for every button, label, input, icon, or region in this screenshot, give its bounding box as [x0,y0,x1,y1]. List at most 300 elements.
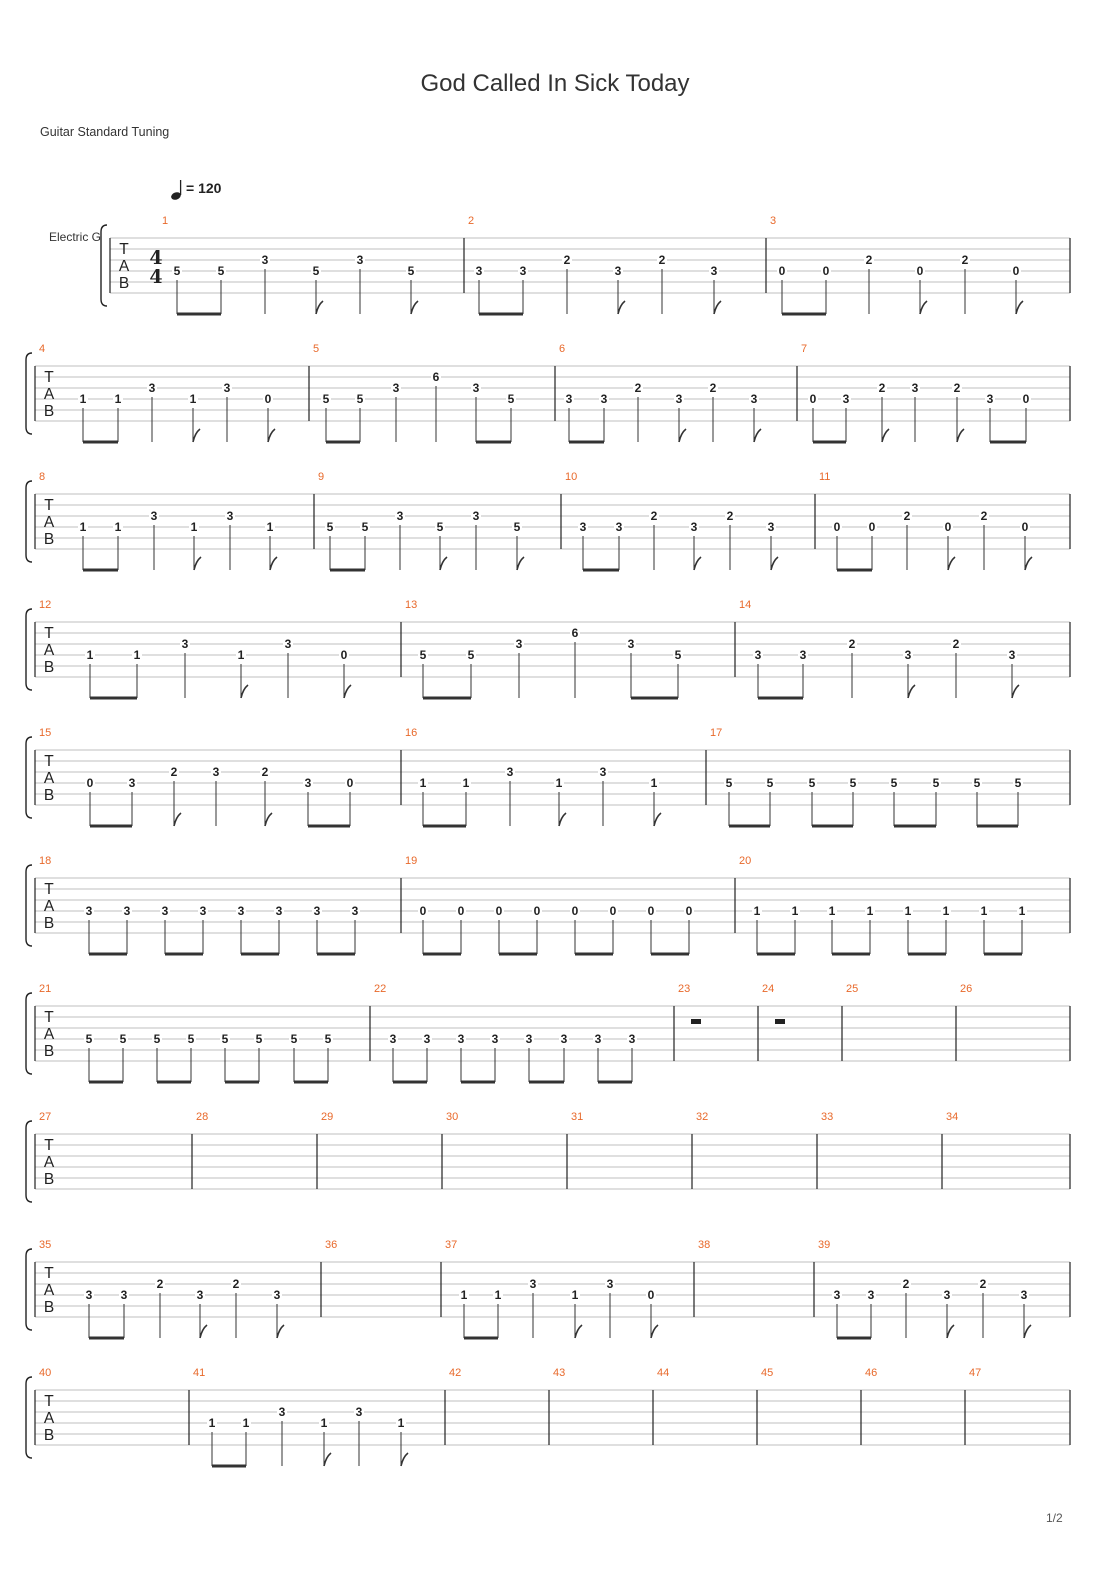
measure [405,855,694,954]
tab-clef-letter: A [43,1154,55,1171]
staff-system [26,343,1070,442]
fret-number: 1 [320,1416,328,1430]
tab-note [155,1277,165,1338]
tab-note [289,1032,299,1082]
eighth-flag-icon [268,429,275,442]
fret-number: 3 [423,1032,431,1046]
fret-number: 0 [86,776,94,790]
fret-number: 3 [1020,1288,1028,1302]
measure-number: 41 [193,1367,206,1379]
fret-number: 2 [709,381,717,395]
measure [553,1367,565,1379]
eighth-flag-icon [401,1453,408,1466]
tab-clef [44,1009,55,1060]
tab-note [225,509,235,570]
measure-number: 39 [818,1239,831,1251]
fret-number: 3 [313,904,321,918]
measure [39,1239,284,1338]
tab-note [84,1288,94,1338]
fret-number: 0 [571,904,579,918]
tab-note [646,904,656,954]
fret-number: 1 [114,392,122,406]
measure-number: 36 [325,1239,338,1251]
fret-number: 2 [156,1277,164,1291]
fret-number: 3 [767,520,775,534]
tab-note [236,904,246,954]
tab-note [903,904,913,954]
tab-clef-letter: B [43,1171,55,1188]
measure [821,1111,833,1123]
eighth-flag-icon [694,557,701,570]
fret-number: 5 [513,520,521,534]
fret-number: 2 [170,765,178,779]
measure [865,1367,877,1379]
fret-number: 0 [495,904,503,918]
tab-note [84,1032,94,1082]
measure-number: 31 [571,1111,584,1123]
tab-note [456,1032,466,1082]
measure-number: 2 [468,215,475,227]
fret-number: 3 [223,381,231,395]
staff-system [26,471,1070,570]
fret-number: 3 [199,904,207,918]
fret-number: 1 [419,776,427,790]
measure-number: 42 [449,1367,462,1379]
measure-number: 46 [865,1367,878,1379]
tab-note [325,520,335,570]
staff-brace [26,481,32,562]
eighth-flag-icon [174,813,181,826]
fret-number: 5 [890,776,898,790]
fret-number: 3 [457,1032,465,1046]
tab-clef-letter: A [43,898,55,915]
measure [657,1367,669,1379]
tab-note [847,637,857,698]
tab-note [354,1405,364,1466]
measure [818,1239,1031,1338]
tab-note [152,1032,162,1082]
staff-system [26,855,1070,954]
measure-number: 1 [162,215,169,227]
measure-number: 32 [696,1111,709,1123]
measure-number: 28 [196,1111,209,1123]
tab-note [85,648,95,698]
staff-system [26,727,1070,826]
fret-number: 1 [980,904,988,918]
tab-clef [119,241,130,292]
tab-note [355,253,365,314]
fret-number: 0 [533,904,541,918]
staff-brace [26,993,32,1074]
tab-note [505,765,515,826]
fret-number: 2 [878,381,886,395]
tab-note [578,520,588,570]
eighth-flag-icon [1012,685,1019,698]
fret-number: 3 [392,381,400,395]
eighth-flag-icon [411,301,418,314]
fret-number: 3 [284,637,292,651]
measure [559,343,761,442]
eighth-flag-icon [948,557,955,570]
tab-clef-letter: B [118,275,130,292]
eighth-flag-icon [679,429,686,442]
tab-clef [44,753,55,804]
tab-note [78,520,88,570]
eighth-flag-icon [324,1453,331,1466]
tab-note [827,904,837,954]
measure-number: 6 [559,343,566,355]
staff-brace [26,1121,32,1202]
measure-number: 10 [565,471,578,483]
measure-number: 38 [698,1239,711,1251]
eighth-flag-icon [654,813,661,826]
tab-note [910,381,920,442]
fret-number: 0 [809,392,817,406]
fret-number: 0 [419,904,427,918]
measure [39,727,355,826]
fret-number: 3 [675,392,683,406]
staff-brace [26,1377,32,1458]
fret-number: 1 [753,904,761,918]
fret-number: 3 [904,648,912,662]
fret-number: 5 [766,776,774,790]
tab-note [902,509,912,570]
staff-brace [26,865,32,946]
tab-note [708,381,718,442]
measure [739,599,1019,698]
tab-clef-letter: A [43,642,55,659]
eighth-flag-icon [947,1325,954,1338]
fret-number: 0 [264,392,272,406]
measure-number: 35 [39,1239,52,1251]
fret-number: 3 [389,1032,397,1046]
tab-note [864,253,874,314]
fret-number: 2 [953,381,961,395]
fret-number: 2 [658,253,666,267]
fret-number: 5 [221,1032,229,1046]
fret-number: 5 [312,264,320,278]
measure [770,215,1023,314]
fret-number: 1 [189,392,197,406]
tab-note [78,392,88,442]
tab-note [979,904,989,954]
tab-note [752,904,762,954]
tab-note [418,776,428,826]
fret-number: 3 [515,637,523,651]
staff-system [26,1111,1070,1202]
eighth-flag-icon [265,813,272,826]
tab-clef-letter: T [44,497,54,514]
fret-number: 3 [351,904,359,918]
eighth-flag-icon [754,429,761,442]
fret-number: 2 [848,637,856,651]
tab-clef-letter: B [43,787,55,804]
measure [321,1111,333,1123]
measure-number: 45 [761,1367,774,1379]
measure [445,1239,658,1338]
fret-number: 3 [161,904,169,918]
tab-note [207,1416,217,1466]
fret-number: 2 [563,253,571,267]
tab-note [979,509,989,570]
fret-number: 3 [690,520,698,534]
measure-number: 44 [657,1367,670,1379]
fret-number: 0 [647,1288,655,1302]
measure-number: 5 [313,343,320,355]
eighth-flag-icon [316,301,323,314]
fret-number: 3 [628,1032,636,1046]
eighth-flag-icon [575,1325,582,1338]
fret-number: 0 [340,648,348,662]
measure [318,471,524,570]
measure-number: 30 [446,1111,459,1123]
measure [193,1367,408,1466]
measure [39,343,275,442]
tab-clef-letter: B [43,403,55,420]
tab-note [832,1288,842,1338]
measure-number: 19 [405,855,418,867]
fret-number: 0 [944,520,952,534]
eighth-flag-icon [957,429,964,442]
tab-clef [44,625,55,676]
fret-number: 5 [467,648,475,662]
measure [696,1111,708,1123]
fret-number: 2 [261,765,269,779]
measure [739,855,1027,954]
measure [762,983,785,1024]
fret-number: 2 [979,1277,987,1291]
fret-number: 0 [346,776,354,790]
tab-note [395,509,405,570]
fret-number: 3 [181,637,189,651]
fret-number: 3 [196,1288,204,1302]
eighth-flag-icon [440,557,447,570]
tab-note [388,1032,398,1082]
tab-clef [44,881,55,932]
time-signature-top: 4 [149,247,163,269]
tab-note [978,1277,988,1338]
measure-number: 17 [710,727,723,739]
measure [405,727,661,826]
tab-clef-letter: B [43,1427,55,1444]
fret-number: 3 [525,1032,533,1046]
fret-number: 3 [943,1288,951,1302]
fret-number: 2 [952,637,960,651]
eighth-flag-icon [882,429,889,442]
tab-note [514,637,524,698]
tab-note [960,253,970,314]
tab-note [725,509,735,570]
tab-clef-letter: B [43,531,55,548]
measure [819,471,1032,570]
fret-number: 0 [1012,264,1020,278]
tab-note [889,776,899,826]
fret-number: 3 [599,765,607,779]
eighth-flag-icon [200,1325,207,1338]
fret-number: 3 [275,904,283,918]
fret-number: 1 [79,392,87,406]
measure-number: 22 [374,983,387,995]
eighth-flag-icon [270,557,277,570]
tab-clef-letter: A [43,1282,55,1299]
fret-number: 3 [506,765,514,779]
tab-note [160,904,170,954]
time-signature [149,247,162,288]
tab-note [564,392,574,442]
fret-number: 5 [326,520,334,534]
measure-number: 21 [39,983,52,995]
measure-number: 25 [846,983,859,995]
fret-number: 6 [571,626,579,640]
tab-note [312,904,322,954]
tempo-marking [170,180,222,201]
fret-number: 5 [973,776,981,790]
eighth-flag-icon [1025,557,1032,570]
measure [39,471,277,570]
fret-number: 3 [120,1288,128,1302]
fret-number: 3 [710,264,718,278]
fret-number: 2 [902,1277,910,1291]
measure [39,599,351,698]
tab-clef-letter: A [43,386,55,403]
fret-number: 5 [507,392,515,406]
fret-number: 1 [1018,904,1026,918]
fret-number: 0 [647,904,655,918]
fret-number: 0 [1022,392,1030,406]
measure-number: 9 [318,471,325,483]
measure-number: 20 [739,855,752,867]
tab-clef [44,1265,55,1316]
tab-clef-letter: T [119,241,129,258]
tab-note [570,904,580,954]
staff-systems [26,215,1070,1466]
eighth-flag-icon [908,685,915,698]
tab-note [418,904,428,954]
measure-number: 18 [39,855,52,867]
fret-number: 3 [304,776,312,790]
tab-clef-letter: T [44,1137,54,1154]
fret-number: 5 [153,1032,161,1046]
fret-number: 3 [356,253,364,267]
fret-number: 0 [916,264,924,278]
staff-brace [26,737,32,818]
fret-number: 3 [754,648,762,662]
staff-system [26,1367,1070,1466]
measure [761,1367,773,1379]
measure [39,1367,51,1379]
fret-number: 3 [842,392,850,406]
fret-number: 5 [324,1032,332,1046]
fret-number: 2 [726,509,734,523]
fret-number: 3 [565,392,573,406]
measure-number: 13 [405,599,418,611]
fret-number: 1 [555,776,563,790]
fret-number: 3 [85,904,93,918]
fret-number: 3 [529,1277,537,1291]
tab-note [303,776,313,826]
measure-number: 24 [762,983,775,995]
tab-note [524,1032,534,1082]
fret-number: 3 [212,765,220,779]
fret-number: 1 [237,648,245,662]
staff-brace [26,1249,32,1330]
track-name: Electric G [49,230,102,244]
fret-number: 0 [609,904,617,918]
tab-clef-letter: B [43,1299,55,1316]
tab-note [777,264,787,314]
fret-number: 1 [397,1416,405,1430]
fret-number: 1 [86,648,94,662]
eighth-flag-icon [277,1325,284,1338]
staff-system [26,1239,1070,1338]
fret-number: 5 [436,520,444,534]
fret-number: 3 [472,381,480,395]
fret-number: 5 [361,520,369,534]
fret-number: 1 [462,776,470,790]
tab-note [180,637,190,698]
measure-number: 15 [39,727,52,739]
fret-number: 1 [133,648,141,662]
tab-note [562,253,572,314]
fret-number: 3 [799,648,807,662]
tab-note [807,776,817,826]
measure [446,1111,458,1123]
eighth-flag-icon [618,301,625,314]
tab-clef-letter: A [118,258,130,275]
tab-note [951,637,961,698]
fret-number: 3 [606,1277,614,1291]
fret-number: 1 [791,904,799,918]
tab-clef-letter: A [43,1410,55,1427]
fret-number: 3 [615,520,623,534]
tab-note [877,381,889,442]
fret-number: 2 [650,509,658,523]
fret-number: 3 [600,392,608,406]
tab-note [391,381,401,442]
fret-number: 0 [822,264,830,278]
tab-clef-letter: B [43,915,55,932]
eighth-flag-icon [241,685,248,698]
measure [565,471,778,570]
measure [39,983,333,1082]
fret-number: 3 [150,509,158,523]
eighth-flag-icon [920,301,927,314]
tab-clef [44,497,55,548]
fret-number: 1 [208,1416,216,1430]
fret-number: 3 [148,381,156,395]
fret-number: 0 [778,264,786,278]
fret-number: 3 [750,392,758,406]
tab-note [605,1277,615,1338]
whole-rest-icon [775,1019,785,1024]
measure-number: 7 [801,343,808,355]
fret-number: 3 [1008,648,1016,662]
fret-number: 5 [419,648,427,662]
tab-note [260,765,272,826]
tab-note [220,1032,230,1082]
measure-number: 34 [946,1111,959,1123]
tab-note [283,637,293,698]
tempo-value: = 120 [186,180,222,196]
tab-clef [44,369,55,420]
fret-number: 1 [866,904,874,918]
eighth-flag-icon [194,557,201,570]
tab-note [149,509,159,570]
tab-note [570,626,580,698]
fret-number: 3 [273,1288,281,1302]
tab-note [649,509,659,570]
fret-number: 0 [868,520,876,534]
